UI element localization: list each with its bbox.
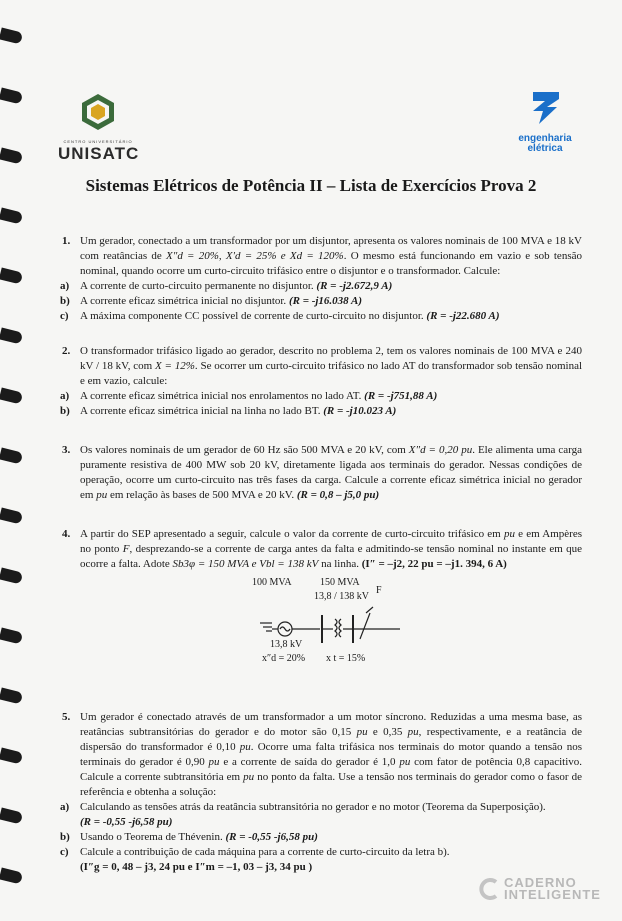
question-math: Sb3φ = 150 MVA e Vbl = 138 kV	[172, 558, 319, 570]
binder-ring	[0, 628, 23, 645]
bus-voltage: 13,8 kV	[270, 639, 303, 650]
item-answer: (R = -j16.038 A)	[288, 295, 363, 307]
list-item	[60, 800, 582, 830]
question-math: pu	[356, 726, 368, 738]
question-number: 2.	[62, 345, 71, 357]
question-answer: (R = 0,8 – j5,0 pu)	[296, 489, 380, 501]
question-math: pu	[399, 756, 411, 768]
transformer-rating: 150 MVA	[320, 577, 360, 588]
binder-ring	[0, 328, 23, 345]
question-number: 1.	[62, 235, 71, 247]
fault-label: F	[376, 585, 382, 596]
item-answer: (R = -j22.680 A)	[426, 310, 500, 322]
item-answer: (I″g = 0, 48 – j3, 24 pu e I″m = –1, 03 – j3, 34 pu )	[80, 861, 313, 873]
question-text: O transformador trifásico ligado ao gerador, descrito no problema 2, tem os valores nominais de 100 MVA e 240 kV / 18 kV, com	[80, 345, 582, 372]
logo-brand: UNISATC	[58, 144, 140, 163]
page-title: Sistemas Elétricos de Potência II – Lista de Exercícios Prova 2	[85, 176, 537, 195]
item-label: a)	[60, 280, 70, 292]
question-text: Um gerador é conectado através de um transformador a um motor síncrono. Reduzidas a uma mesma base, as reatâncias subtransitórias do gerador e do motor são 0,15	[80, 711, 582, 738]
question-text: e 0,35	[367, 726, 408, 738]
caderno-inteligente-watermark	[478, 877, 608, 901]
circuit-diagram	[240, 577, 420, 667]
item-label: b)	[60, 295, 70, 307]
question-math: pu	[243, 771, 255, 783]
question-text: . Ocorre uma falta trifásica nos terminais do motor quando a tensão nos terminais do gerador é 0,90	[80, 741, 582, 768]
list-item	[60, 294, 582, 309]
question-number: 5.	[62, 711, 71, 723]
question-math: X = 12%	[155, 360, 195, 372]
question-1	[62, 234, 582, 324]
question-math: F	[122, 543, 130, 555]
question-answer: (I″ = –j2, 22 pu = –j1. 394, 6 A)	[361, 558, 507, 570]
item-text: Calculando as tensões atrás da reatância subtransitória no gerador e no motor (Teorema da Superposição).	[80, 801, 546, 813]
question-3	[62, 443, 582, 503]
item-text: A corrente eficaz simétrica inicial nos enrolamentos no lado AT.	[80, 390, 362, 402]
transformer-voltage: 13,8 / 138 kV	[314, 591, 369, 602]
question-math: pu	[407, 726, 419, 738]
generator-reactance: x″d = 20%	[262, 653, 306, 664]
binder-ring	[0, 568, 23, 585]
watermark-c-icon	[478, 877, 500, 901]
question-text: A partir do SEP apresentado a seguir, calcule o valor da corrente de curto-circuito trifásico em	[80, 528, 504, 540]
logo-line2: elétrica	[527, 143, 563, 154]
binder-ring	[0, 748, 23, 765]
question-text: no ponto da falta. Use a tensão nos terminais do gerador como o fasor de referência e obtenha a solução:	[80, 771, 583, 798]
binder-ring	[0, 268, 23, 285]
question-number: 3.	[62, 444, 71, 456]
binder-ring	[0, 508, 23, 525]
question-4	[62, 527, 582, 572]
question-math: X″d = 0,20 pu	[408, 444, 473, 456]
binder-ring	[0, 388, 23, 405]
logo-line1: engenharia	[518, 133, 572, 144]
question-math: pu	[208, 756, 220, 768]
question-math: pu	[96, 489, 108, 501]
item-label: c)	[60, 310, 69, 322]
item-answer: (R = -0,55 -j6,58 pu)	[80, 816, 173, 828]
item-label: b)	[60, 831, 70, 843]
engenharia-eletrica-logo	[500, 90, 590, 154]
unisatc-logo	[58, 92, 138, 164]
question-text: e em Ampères no ponto	[80, 528, 582, 555]
generator-rating: 100 MVA	[252, 577, 292, 588]
question-text: , respectivamente, e a reatância de dispersão do transformador é 0,10	[80, 726, 582, 753]
item-text: Usando o Teorema de Thévenin.	[80, 831, 223, 843]
list-item	[60, 830, 582, 845]
list-item	[60, 389, 582, 404]
question-number: 4.	[62, 528, 71, 540]
item-label: a)	[60, 801, 70, 813]
watermark-line2: INTELIGENTE	[504, 887, 601, 902]
item-text: A máxima componente CC possível de corrente de curto-circuito no disjuntor.	[80, 310, 424, 322]
question-text: em relação às bases de 500 MVA e 20 kV.	[107, 489, 297, 501]
question-text: Um gerador, conectado a um transformador por um disjuntor, apresenta os valores nominais de 100 MVA e 18 kV com reatâncias de	[80, 235, 582, 262]
binder-ring	[0, 688, 23, 705]
binder-ring	[0, 148, 23, 165]
item-answer: (R = -0,55 -j6,58 pu)	[225, 831, 318, 843]
list-item	[60, 279, 582, 294]
list-item	[60, 404, 582, 419]
item-text: A corrente eficaz simétrica inicial na linha no lado BT.	[80, 405, 321, 417]
item-label: b)	[60, 405, 70, 417]
binder-ring	[0, 808, 23, 825]
question-math: pu	[503, 528, 515, 540]
transformer-reactance: x t = 15%	[326, 653, 366, 664]
question-text: com fator de potência 0,8 capacitivo. Calcule a corrente subtransitória em	[80, 756, 583, 783]
question-2	[62, 344, 582, 419]
question-text: Os valores nominais de um gerador de 60 Hz são 500 MVA e 20 kV, com	[80, 444, 409, 456]
item-text: Calcule a contribuição de cada máquina para a corrente de curto-circuito da letra b).	[80, 846, 450, 858]
binder-ring	[0, 28, 23, 45]
item-label: a)	[60, 390, 70, 402]
question-text: . Se ocorrer um curto-circuito trifásico no lado AT do transformador sob tensão nominal e em vazio, calcule:	[80, 360, 583, 387]
unisatc-emblem-icon	[58, 92, 138, 132]
item-answer: (R = -j10.023 A)	[323, 405, 397, 417]
binder-ring	[0, 88, 23, 105]
lightning-bolt-icon	[525, 90, 565, 126]
item-answer: (R = -j751,88 A)	[364, 390, 438, 402]
item-text: A corrente eficaz simétrica inicial no disjuntor.	[80, 295, 287, 307]
binder-ring	[0, 868, 23, 885]
question-text: , desprezando-se a corrente de carga antes da falta e admitindo-se tensão nominal no instante em que ocorre a falta. Adote	[80, 543, 582, 570]
binder-ring	[0, 448, 23, 465]
item-text: A corrente de curto-circuito permanente no disjuntor.	[80, 280, 314, 292]
question-math: X″d = 20%, X′d = 25% e Xd = 120%	[166, 250, 344, 262]
question-text: e a corrente de saída do gerador é 1,0	[219, 756, 400, 768]
question-text: . O mesmo está funcionando em vazio e sob tensão nominal, quando ocorre um curto-circuito trifásico entre o disjuntor e o transformador. Calcule:	[80, 250, 582, 277]
list-item	[60, 845, 582, 875]
list-item	[60, 309, 582, 324]
question-math: pu	[239, 741, 251, 753]
logo-tagline: CENTRO UNIVERSITÁRIO	[63, 139, 133, 144]
item-answer: (R = -j2.672,9 A)	[316, 280, 393, 292]
question-5	[62, 710, 582, 875]
binder-ring	[0, 208, 23, 225]
item-label: c)	[60, 846, 69, 858]
question-text: . Ele alimenta uma carga puramente resistiva de 400 MW sob 20 kV, diretamente ligada aos terminais do gerador. Nessas condições de operação, ocorre um curto-circuito nas três fases da carga. Calcule a corrente eficaz simétrica inicial no gerador em	[80, 444, 582, 501]
question-text: na linha.	[318, 558, 362, 570]
watermark-line1: CADERNO	[504, 875, 577, 890]
